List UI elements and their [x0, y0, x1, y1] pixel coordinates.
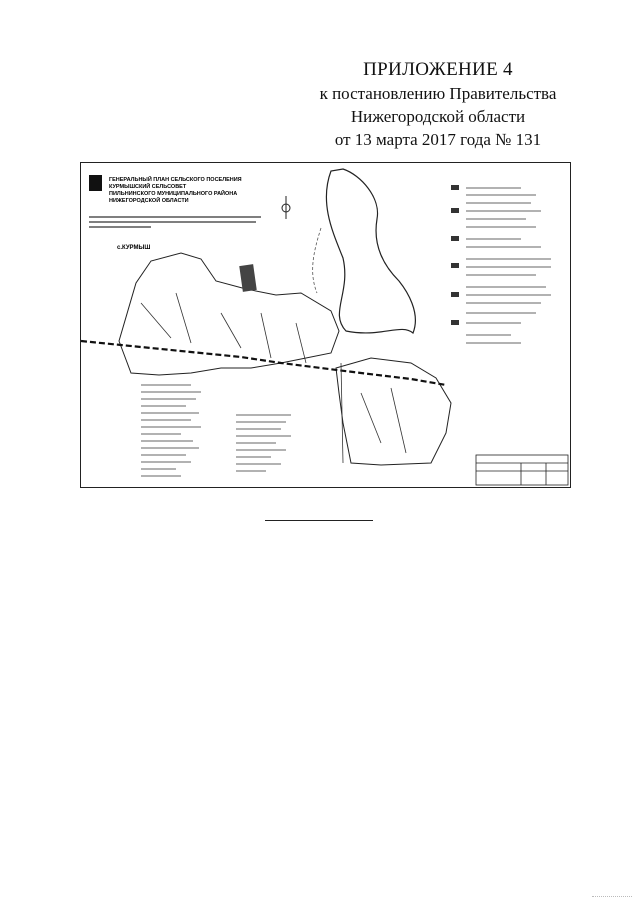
appendix-resolution-line: к постановлению Правительства [319, 84, 557, 103]
map-title-line-4: НИЖЕГОРОДСКОЙ ОБЛАСТИ [109, 198, 189, 204]
horizontal-rule [265, 520, 373, 521]
map-title-line-1: ГЕНЕРАЛЬНЫЙ ПЛАН СЕЛЬСКОГО ПОСЕЛЕНИЯ [109, 177, 242, 183]
general-plan-map [80, 162, 571, 488]
objects-list-right [236, 415, 291, 471]
emblem-icon [89, 175, 102, 191]
legend-block [466, 188, 551, 343]
map-drawing [81, 163, 570, 487]
main-road [81, 341, 446, 385]
objects-list-left [141, 385, 201, 476]
appendix-date-line: от 13 марта 2017 года № 131 [334, 130, 542, 149]
map-title-line-2: КУРМЫШСКИЙ СЕЛЬСОВЕТ [109, 184, 187, 190]
appendix-region-line: Нижегородской области [350, 107, 526, 126]
river-boundary [326, 169, 415, 333]
secondary-roads [141, 293, 406, 463]
legend-symbols [451, 185, 459, 325]
appendix-header [308, 58, 568, 151]
title-block-stamp [476, 455, 568, 485]
map-title-line-3: ПИЛЬНИНСКОГО МУНИЦИПАЛЬНОГО РАЙОНА [109, 191, 238, 197]
settlement-boundary-south [336, 358, 451, 465]
north-arrow-icon [282, 196, 290, 219]
map-subtitle-lines [89, 217, 261, 227]
appendix-title: ПРИЛОЖЕНИЕ 4 [363, 59, 513, 80]
scan-artifact [592, 896, 632, 899]
village-label: с.КУРМЫШ [117, 245, 151, 251]
